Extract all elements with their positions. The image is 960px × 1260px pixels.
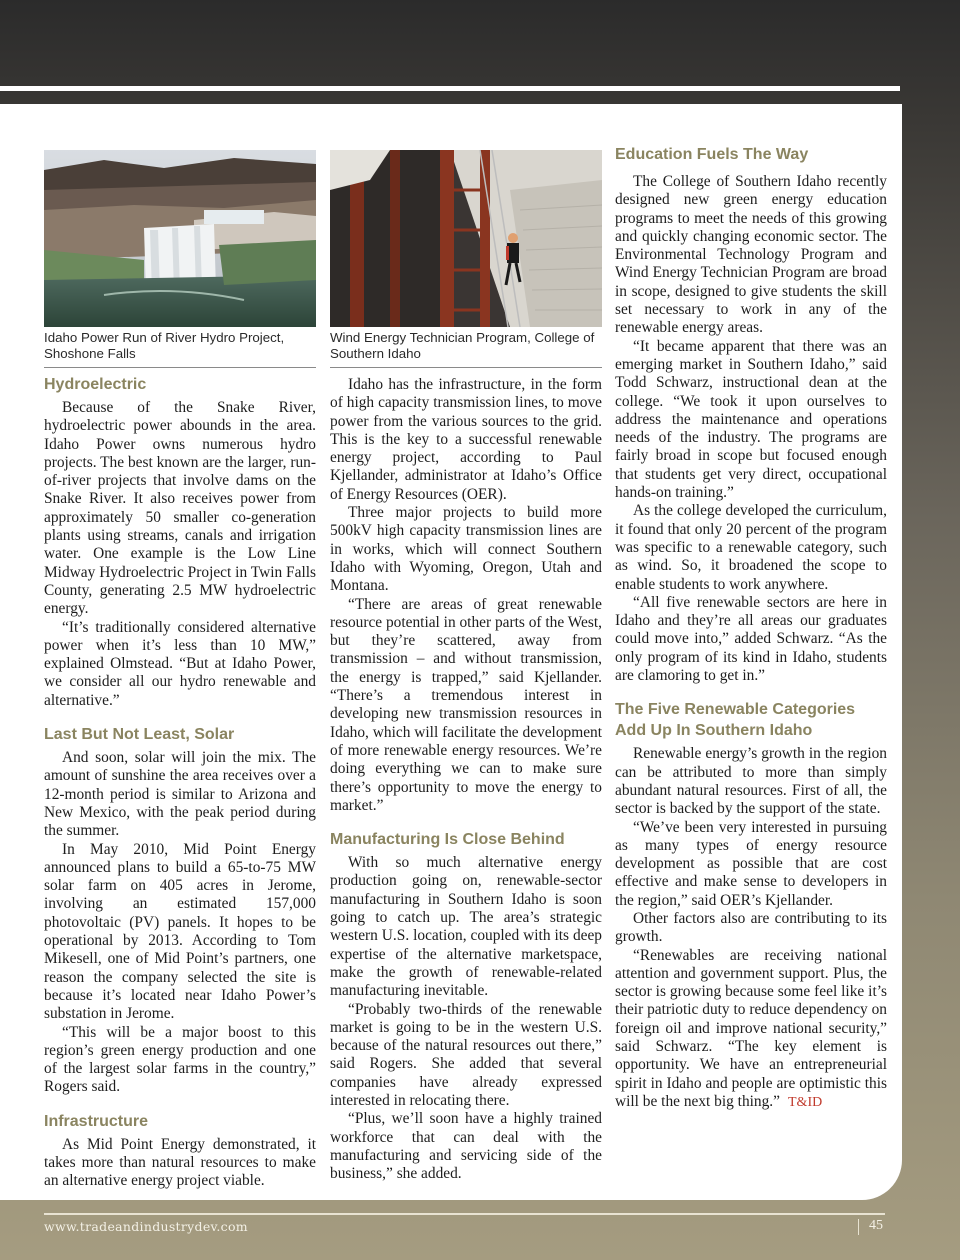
paragraph: “There are areas of great renewable resource potential in other parts of the West, but they’re scattered, away from transmission – and without transmission, the energy is trapped,” said Kjellander. “There’s a tremendous interest in developing new transmission resources in Idaho, which will facilitate the development of more renewable energy resources. We’re doing everything we can to make sure there’s opportunity to move the energy to market.” (330, 595, 603, 814)
paragraph: “All five renewable sectors are here in Idaho and they’re all areas our graduates could move into,” added Schwarz. “As the only program of its kind in Idaho, students are clamoring to get in.” (615, 593, 887, 685)
paragraph: In May 2010, Mid Point Energy announced plans to build a 65-to-75 MW solar farm on 405 acres in Jerome, involving an estimated 157,000 photovoltaic (PV) panels. It hopes to be operational by 2013. According to Tom Mikesell, one of Mid Point’s partners, one reason the company selected the site is because it’s located near Idaho Power’s substation in Jerome. (44, 840, 316, 1023)
wind-technician-image (330, 150, 602, 327)
paragraph: And soon, solar will join the mix. The amount of sunshine the area receives over a 12-month period is similar to Arizona and New Mexico, with the peak period during the summer. (44, 749, 316, 840)
paragraph: The College of Southern Idaho recently designed new green energy education programs to meet the needs of this growing and quickly changing economic sector. The Environmental Technology Program and Wind Energy Technician Program are broad in scope, designed to give students the skill set necessary to work in any of the renewable energy areas. (615, 173, 887, 337)
paragraph: “Probably two-thirds of the renewable market is going to be in the western U.S. because of the natural resources out there,” said Rogers. She added that several companies have already expressed interested in relocating there. (330, 1000, 602, 1109)
footer-url[interactable]: www.tradeandindustrydev.com (44, 1219, 248, 1234)
paragraph: As the college developed the curriculum, it found that only 20 percent of the program was specific to a renewable category, such as wind. So, it broadened the scope to enable students to work anywhere. (615, 502, 887, 593)
heading-hydroelectric: Hydroelectric (44, 376, 147, 393)
end-mark: T&ID (788, 1094, 823, 1110)
heading-five-categories: The Five Renewable Categories Add Up In Southern Idaho (615, 701, 856, 740)
column-3 (615, 144, 887, 1112)
paragraph: Renewable energy’s growth in the region can be attributed to more than simply abundant natural resources. First of all, the sector is backed by the support of the state. (615, 745, 887, 818)
photo-caption-wind: Wind Energy Technician Program, College of Southern Idaho (330, 330, 602, 368)
paragraph: Because of the Snake River, hydroelectric power abounds in the area. Idaho Power owns numerous hydro projects. The best known are the larger, run-of-river projects that involve dams on the Snake River. It also receives power from approximately 50 smaller co-generation plants using streams, canals and irrigation water. One example is the Low Line Midway Hydroelectric Project in Twin Falls County, generating 2.5 MW hydroelectric energy. (44, 399, 316, 618)
column-1 (44, 150, 316, 1191)
top-rule (0, 86, 900, 91)
photo-caption-hydro: Idaho Power Run of River Hydro Project, Shoshone Falls (44, 330, 316, 368)
heading-manufacturing: Manufacturing Is Close Behind (330, 831, 565, 849)
page-number: 45 (869, 1218, 883, 1233)
wind-tech-photo (330, 150, 602, 327)
paragraph: With so much alternative energy production going on, renewable-sector manufacturing in Southern Idaho is soon going to catch up. The area’s strategic western U.S. location, coupled with its deep expertise of the alternative marketspace, make the growth of renewable-related manufacturing inevitable. (330, 854, 602, 1000)
column-2 (330, 150, 602, 1183)
paragraph: Idaho has the infrastructure, in the form of high capacity transmission lines, to move power from the various sources to the grid. This is the key to a successful renewable energy project, according to Paul Kjellander, administrator at Idaho’s Office of Energy Resources (OER). (330, 376, 602, 503)
paragraph: As Mid Point Energy demonstrated, it takes more than natural resources to make an alternative energy project viable. (44, 1135, 316, 1190)
footer-separator (858, 1219, 859, 1235)
paragraph: Three major projects to build more 500kV high capacity transmission lines are in works, which will connect Southern Idaho with Wyoming, Oregon, Utah and Montana. (330, 504, 602, 595)
paragraph: “It’s traditionally considered alternative power when it’s less than 10 MW,” explained Olmstead. “But at Idaho Power, we consider all our hydro renewable and alternative.” (44, 618, 316, 709)
heading-solar: Last But Not Least, Solar (44, 726, 235, 744)
paragraph: Other factors also are contributing to its growth. (615, 909, 887, 946)
heading-infrastructure: Infrastructure (44, 1112, 149, 1130)
paragraph: “We’ve been very interested in pursuing as many types of energy resource development as possible that are cost effective and make sense to developers in the region,” said OER’s Kjellander. (615, 818, 887, 909)
paragraph-text: “Renewables are receiving national attention and government support. Plus, the sector is growing because some feel like it’s their patriotic duty to reduce dependency on foreign oil and improve national security,” said Schwarz. “The key element is opportunity. We have an entrepreneurial spirit in Idaho and people are optimistic this will be the next big thing.” (615, 946, 887, 1110)
paragraph-final (615, 947, 887, 1113)
paragraph: “It became apparent that there was an emerging market in Southern Idaho,” said Todd Schwarz, instructional dean at the college. “We took it upon ourselves to address the maintenance and operations needs of the industry. The programs are fairly broad in scope but focused enough that students get very direct, occupational hands-on training.” (615, 337, 887, 502)
waterfall-photo (44, 150, 316, 327)
heading-education: Education Fuels The Way (615, 146, 809, 163)
paragraph: “Plus, we’ll soon have a highly trained workforce that can deal with the manufacturing and servicing side of the business,” she added. (330, 1110, 602, 1183)
shoshone-falls-image (44, 150, 316, 327)
paragraph: “This will be a major boost to this region’s green energy production and one of the largest solar farms in the country,” Rogers said. (44, 1023, 316, 1096)
footer-rule (44, 1213, 885, 1215)
